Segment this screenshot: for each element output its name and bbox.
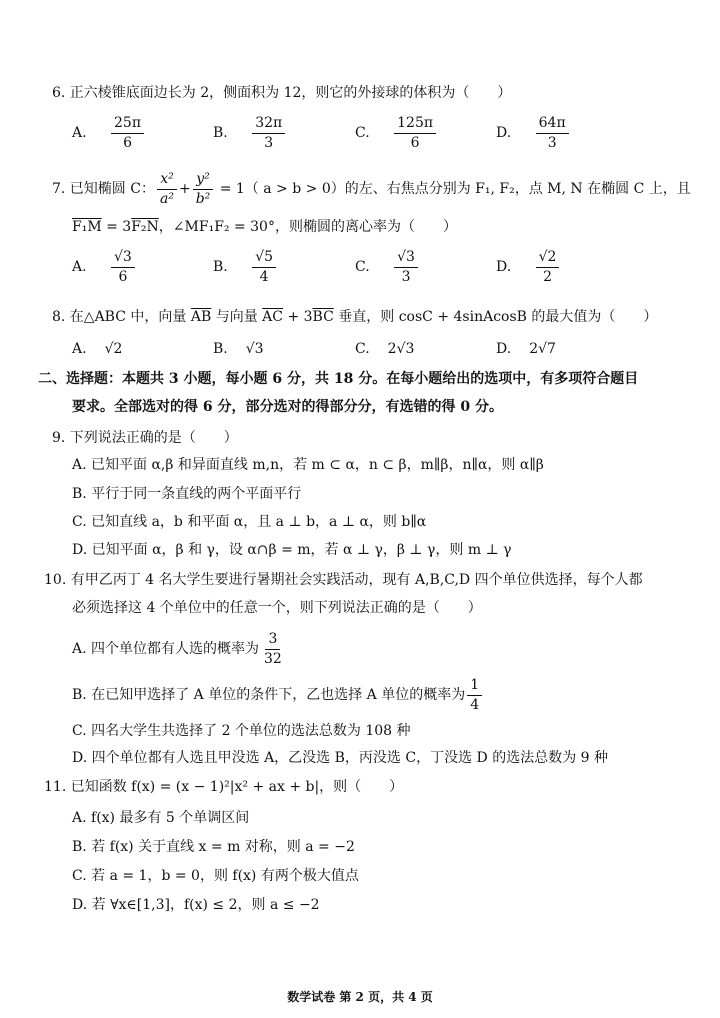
question-8-stem <box>52 310 657 324</box>
fraction-denominator: b² <box>195 190 211 207</box>
section-2-instructions: 要求。全部选对的得 6 分，部分选对的得部分分，有选错的得 0 分。 <box>72 399 503 415</box>
option-label: A. <box>72 259 87 276</box>
option-label: C. <box>355 341 370 357</box>
option-label: B. <box>213 259 228 276</box>
fraction-numerator: 3 <box>265 632 280 650</box>
question-10-option-c: C. 四名大学生共选择了 2 个单位的选法总数为 108 种 <box>72 723 411 739</box>
question-9-option-d: D. 已知平面 α，β 和 γ，设 α∩β = m，若 α ⊥ γ，β ⊥ γ，则 m ⊥ γ <box>72 542 512 558</box>
question-7-stem: 7. 已知椭圆 C： $\frac{\text{x²}}{\text{a²}}$ + $\frac{\text{y²}}{\text{b²}}$ = 1（ a > b > 0）的左、右焦点分别为 F₁, F₂，点 M, N 在椭圆 C 上，且 <box>52 171 691 207</box>
fraction-numerator: 1 <box>467 678 482 696</box>
question-7-option-a <box>72 250 137 284</box>
question-7-option-b <box>213 250 278 284</box>
question-10-stem-line2: 必须选择这 4 个单位中的任意一个，则下列说法正确的是（ ） <box>72 600 482 616</box>
fraction-numerator: 25π <box>111 116 144 134</box>
question-7-option-c <box>355 250 420 284</box>
question-10-option-a <box>72 632 287 666</box>
option-label: D. <box>496 341 512 357</box>
option-label: D. <box>496 259 512 276</box>
question-6-stem: 6. 正六棱锥底面边长为 2，侧面积为 12，则它的外接球的体积为（ ） <box>52 85 512 101</box>
question-9-option-a: A. 已知平面 α,β 和异面直线 m,n，若 m ⊂ α，n ⊂ β，m∥β，n∥α，则 α∥β <box>72 457 544 473</box>
section-2-heading: 二、选择题：本题共 3 小题，每小题 6 分，共 18 分。在每小题给出的选项中，有多项符合题目 <box>38 371 639 387</box>
stem-text: + 3 <box>283 309 313 325</box>
option-label: A. <box>72 125 87 142</box>
option-label: A. <box>72 341 87 357</box>
question-11-stem: 11. 已知函数 f(x) = (x − 1)²|x² + ax + b|，则（ ） <box>44 779 404 795</box>
question-8-option-a <box>72 341 122 357</box>
option-value: 2√3 <box>387 341 415 357</box>
fraction-denominator: 2 <box>543 268 553 285</box>
question-10-option-d: D. 四个单位都有人选且甲没选 A，乙没选 B，丙没选 C，丁没选 D 的选法总数为 9 种 <box>72 750 609 766</box>
fraction-numerator: 64π <box>536 116 569 134</box>
vector-ac: $\overline{AC}$ <box>262 309 283 325</box>
question-9-option-c: C. 已知直线 a，b 和平面 α，且 a ⊥ b，a ⊥ α，则 b∥α <box>72 514 427 530</box>
fraction-denominator: 6 <box>123 134 132 151</box>
option-label: B. <box>213 125 228 142</box>
question-10-option-b <box>72 678 484 712</box>
page-footer: 数学试卷 第 2 页，共 4 页 <box>287 990 433 1004</box>
question-11-option-d: D. 若 ∀x∈[1,3]，f(x) ≤ 2，则 a ≤ −2 <box>72 897 320 913</box>
fraction-denominator: 3 <box>547 134 557 151</box>
fraction-numerator: √3 <box>394 250 418 268</box>
question-9-stem: 9. 下列说法正确的是（ ） <box>52 430 238 446</box>
fraction-numerator: x² <box>157 172 177 190</box>
question-6-option-a <box>72 116 146 150</box>
question-6-option-c <box>355 116 438 150</box>
option-label: C. <box>355 125 370 142</box>
fraction-numerator: y² <box>193 172 213 190</box>
fraction-numerator: 125π <box>394 116 436 134</box>
option-label: B. <box>213 341 228 357</box>
stem-text: = 1（ a > b > 0）的左、右焦点分别为 F₁, F₂，点 M, N 在椭圆 C 上，且 <box>215 181 691 198</box>
option-value: √3 <box>245 341 264 357</box>
question-7-option-d <box>496 250 561 284</box>
question-9-option-b: B. 平行于同一条直线的两个平面平行 <box>72 486 302 502</box>
fraction-denominator: 3 <box>401 268 411 285</box>
fraction-denominator: 3 <box>264 134 274 151</box>
fraction-denominator: a² <box>159 190 174 207</box>
question-6-option-d <box>496 116 571 150</box>
fraction-numerator: √5 <box>252 250 276 268</box>
stem-text: = 3 <box>101 219 132 235</box>
option-label: C. <box>355 259 370 276</box>
vector-f2n: F₂N <box>131 219 159 235</box>
fraction-numerator: √3 <box>111 250 135 268</box>
question-6-option-b <box>213 116 287 150</box>
stem-text: ，∠MF₁F₂ = 30°，则椭圆的离心率为（ ） <box>158 219 457 235</box>
fraction-numerator: 32π <box>252 116 285 134</box>
option-value: √2 <box>104 341 123 357</box>
question-10-stem: 10. 有甲乙丙丁 4 名大学生要进行暑期社会实践活动，现有 A,B,C,D 四个单位供选择，每个人都 <box>44 572 643 588</box>
fraction-denominator: 4 <box>259 268 269 285</box>
fraction-denominator: 32 <box>264 650 282 667</box>
stem-text: 与向量 <box>211 309 263 325</box>
fraction-denominator: 4 <box>470 696 480 713</box>
question-8-option-d <box>496 341 556 357</box>
fraction-numerator: √2 <box>536 250 560 268</box>
question-7-stem-line2 <box>72 220 457 234</box>
option-label: D. <box>496 125 512 142</box>
question-8-option-b <box>213 341 264 357</box>
vector-f1m: F₁M <box>72 219 102 235</box>
question-11-option-c: C. 若 a = 1，b = 0，则 f(x) 有两个极大值点 <box>72 868 359 884</box>
question-11-option-a: A. f(x) 最多有 5 个单调区间 <box>72 810 250 826</box>
question-8-option-c <box>355 341 414 357</box>
stem-text: 7. 已知椭圆 C： <box>52 181 155 198</box>
fraction-denominator: 6 <box>118 268 128 285</box>
option-text: A. 四个单位都有人选的概率为 <box>72 641 260 658</box>
vector-ab: $\overline{AB}$ <box>190 309 212 325</box>
question-11-option-b: B. 若 f(x) 关于直线 x = m 对称，则 a = −2 <box>72 839 355 855</box>
stem-text: 垂直，则 cosC + 4sinAcosB 的最大值为（ ） <box>333 309 658 325</box>
stem-text: 8. 在△ABC 中，向量 <box>52 309 191 325</box>
option-text: B. 在已知甲选择了 A 单位的条件下，乙也选择 A 单位的概率为 <box>72 687 466 704</box>
vector-bc: $\overline{BC}$ <box>312 309 334 325</box>
option-value: 2√7 <box>529 341 556 357</box>
fraction-denominator: 6 <box>410 134 420 151</box>
